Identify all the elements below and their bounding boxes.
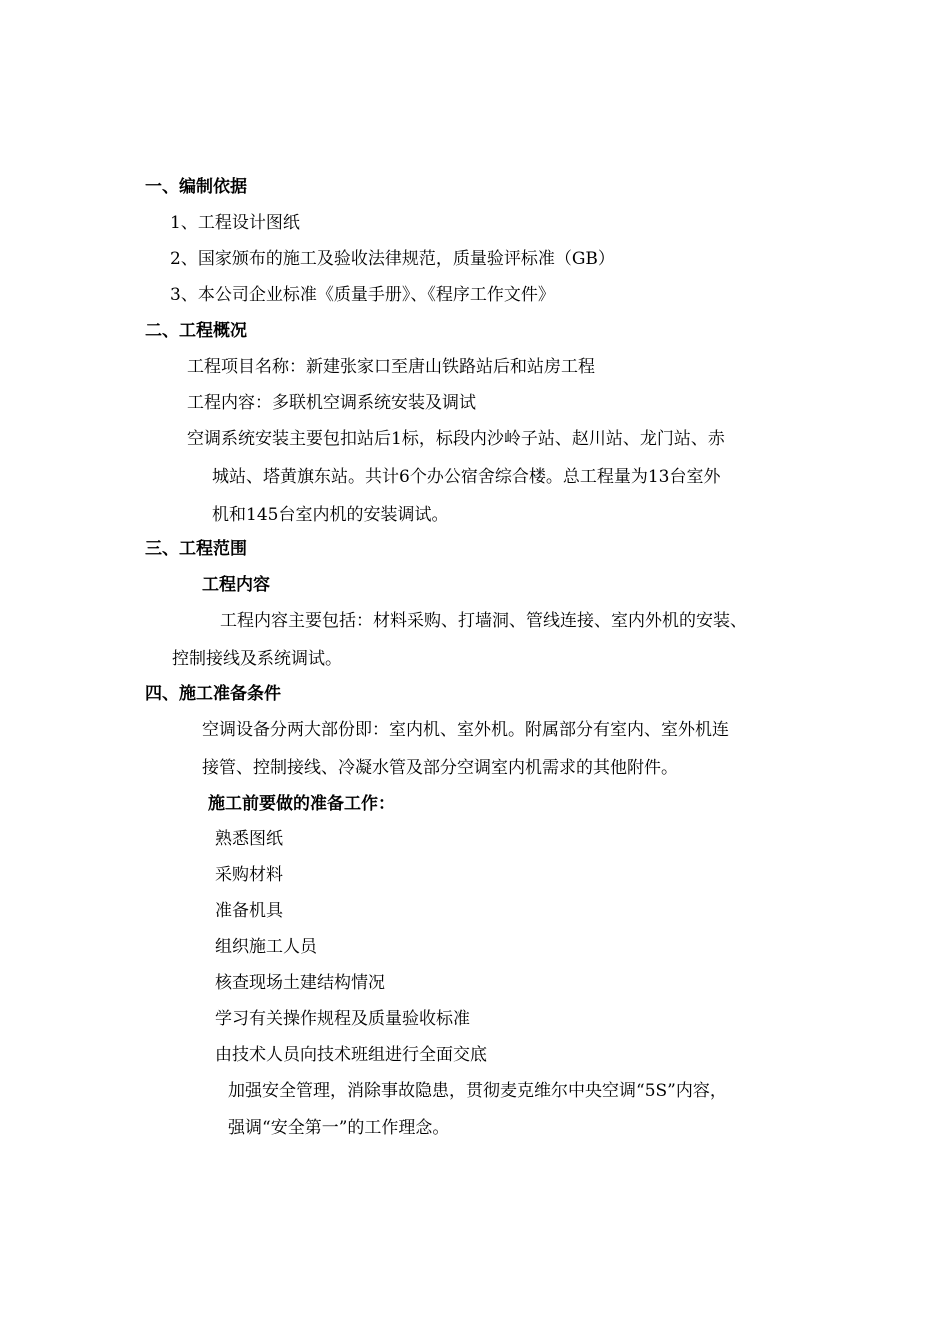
- basis-item-3: 3、本公司企业标准《质量手册》、《程序工作文件》: [170, 285, 555, 305]
- section-heading-overview: 二、工程概况: [145, 321, 247, 341]
- scope-content-line-2: 控制接线及系统调试。: [172, 649, 342, 669]
- equipment-line-2: 接管、控制接线、冷凝水管及部分空调室内机需求的其他附件。: [202, 758, 678, 778]
- equipment-line-1: 空调设备分两大部份即：室内机、室外机。附属部分有室内、室外机连: [202, 720, 729, 740]
- project-content: 工程内容：多联机空调系统安装及调试: [187, 393, 476, 413]
- task-item: 由技术人员向技术班组进行全面交底: [215, 1045, 487, 1065]
- scope-line-2: 城站、塔黄旗东站。共计6个办公宿舍综合楼。总工程量为13台室外: [212, 467, 721, 487]
- safety-line-2: 强调“安全第一”的工作理念。: [228, 1118, 450, 1138]
- preparation-subheading: 施工前要做的准备工作：: [208, 794, 395, 814]
- task-item: 熟悉图纸: [215, 829, 283, 849]
- task-item: 准备机具: [215, 901, 283, 921]
- scope-subheading: 工程内容: [202, 575, 270, 595]
- safety-line-1: 加强安全管理，消除事故隐患，贯彻麦克维尔中央空调“5S”内容，: [228, 1081, 727, 1101]
- scope-line-3: 机和145台室内机的安装调试。: [212, 505, 449, 525]
- section-heading-basis: 一、编制依据: [145, 177, 247, 197]
- section-heading-scope: 三、工程范围: [145, 539, 247, 559]
- task-item: 学习有关操作规程及质量验收标准: [215, 1009, 470, 1029]
- scope-line-1: 空调系统安装主要包扣站后1标，标段内沙岭子站、赵川站、龙门站、赤: [187, 429, 725, 449]
- task-item: 核查现场土建结构情况: [215, 973, 385, 993]
- task-item: 组织施工人员: [215, 937, 317, 957]
- task-item: 采购材料: [215, 865, 283, 885]
- project-name: 工程项目名称：新建张家口至唐山铁路站后和站房工程: [187, 357, 595, 377]
- section-heading-preparation: 四、施工准备条件: [145, 684, 281, 704]
- basis-item-1: 1、工程设计图纸: [170, 213, 300, 233]
- scope-content-line-1: 工程内容主要包括：材料采购、打墙洞、管线连接、室内外机的安装、: [220, 611, 747, 631]
- basis-item-2: 2、国家颁布的施工及验收法律规范，质量验评标准（GB）: [170, 249, 615, 269]
